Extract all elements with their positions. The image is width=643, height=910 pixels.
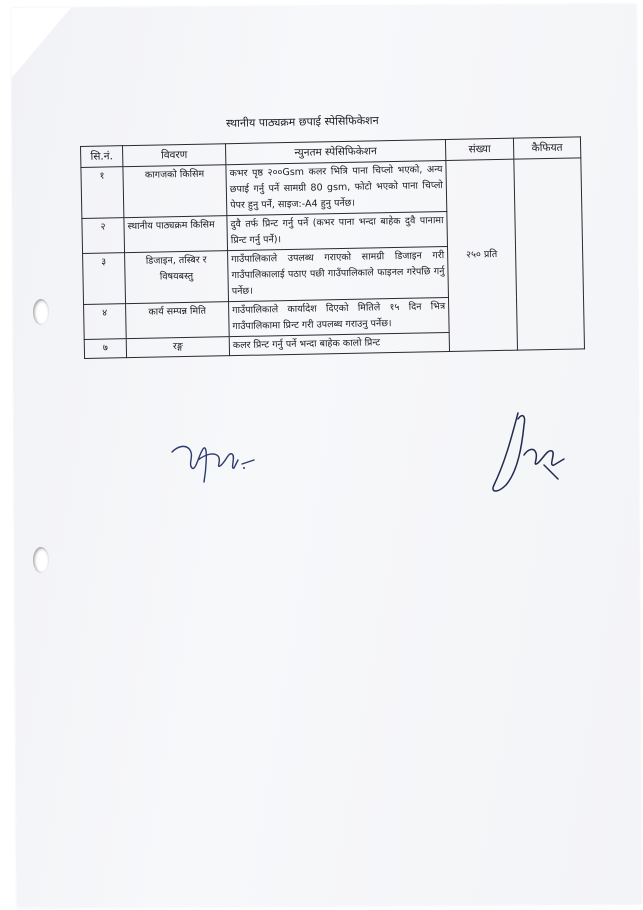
signature-left <box>168 430 258 490</box>
remarks-cell <box>514 158 585 350</box>
header-remarks: कैफियत <box>513 137 580 159</box>
header-spec: न्युनतम स्पेसिफिकेशन <box>225 139 445 164</box>
table-row <box>81 158 582 219</box>
folded-corner <box>11 8 71 78</box>
row-spec: कभर पृष्ठ २००Gsm कलर भित्रि पाना चिप्लो भएको, अन्य छपाई गर्नु पर्ने सामग्री 80 gsm, फोटो भएको पाना चिप्लो पेपर हुनु पर्ने, साइज:-A4 हुनु पर्नेछ। <box>226 160 447 215</box>
row-sn: ३ <box>83 253 126 305</box>
document-title: स्थानीय पाठ्यक्रम छपाई स्पेसिफिकेशन <box>225 113 379 130</box>
row-sn: ४ <box>84 304 127 340</box>
row-description: कागजको किसिम <box>123 165 227 218</box>
specification-table <box>80 136 585 359</box>
row-description: रङ्ग <box>126 337 229 358</box>
row-description: डिजाइन, तस्बिर र विषयबस्तु <box>125 251 229 304</box>
row-spec: गाउँपालिकाले कार्यादेश दिएको मितिले १५ दिन भित्र गाउँपालिकामा प्रिन्ट गरी उपलब्ध गराउनु पर्नेछ। <box>229 297 450 336</box>
punch-hole-bottom <box>33 547 49 573</box>
header-description: विवरण <box>123 144 226 167</box>
row-description: कार्य सम्पन्न मिति <box>126 302 230 339</box>
row-description: स्थानीय पाठ्यक्रम किसिम <box>124 216 228 253</box>
row-spec: कलर प्रिन्ट गर्नु पर्ने भन्दा बाहेक कालो प्रिन्ट <box>229 332 449 355</box>
row-spec: दुवै तर्फ प्रिन्ट गर्नु पर्ने (कभर पाना भन्दा बाहेक दुवै पानामा प्रिन्ट गर्नु पर्ने)। <box>227 211 448 250</box>
header-sn: सि.नं. <box>81 146 123 168</box>
signature-right <box>488 405 568 500</box>
row-spec: गाउँपालिकाले उपलब्ध गराएको सामग्री डिजाइन गरी गाउँपालिकालाई पठाए पछी गाउँपालिकाले फाइनल गरेपछि गर्नु पर्नेछ। <box>228 246 449 301</box>
header-quantity: संख्या <box>445 138 513 160</box>
row-sn: २ <box>82 218 125 254</box>
quantity-cell: २५० प्रति <box>446 159 518 351</box>
row-sn: ७ <box>84 339 126 359</box>
row-sn: १ <box>81 167 124 219</box>
punch-hole-top <box>33 299 49 325</box>
